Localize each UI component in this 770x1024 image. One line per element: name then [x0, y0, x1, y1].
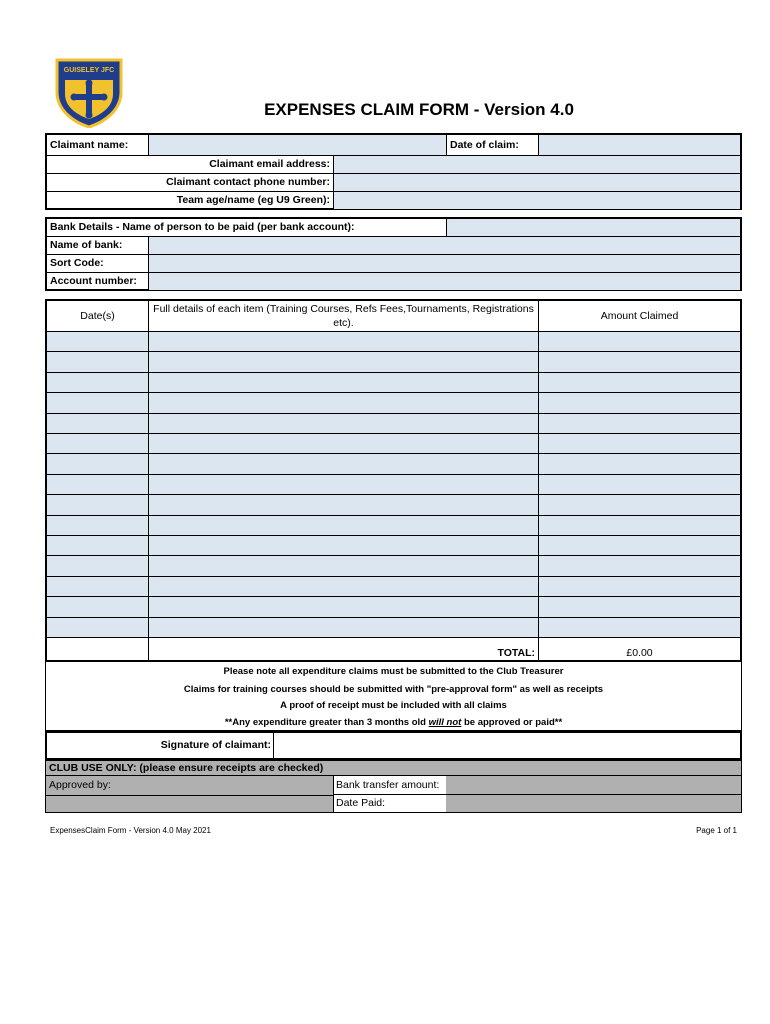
total-value: £0.00: [538, 637, 741, 661]
item-details-field[interactable]: [148, 555, 539, 576]
payee-name-field[interactable]: [446, 218, 741, 237]
item-amount-field[interactable]: [538, 331, 741, 352]
claimant-name-field[interactable]: [148, 134, 447, 156]
item-amount-field[interactable]: [538, 535, 741, 556]
item-date-field[interactable]: [46, 453, 149, 474]
signature-field[interactable]: [273, 732, 741, 759]
item-amount-field[interactable]: [538, 392, 741, 413]
item-amount-field[interactable]: [538, 433, 741, 454]
item-date-field[interactable]: [46, 535, 149, 556]
note-proof-receipt: A proof of receipt must be included with all claims: [280, 700, 507, 711]
item-amount-field[interactable]: [538, 555, 741, 576]
item-amount-field[interactable]: [538, 515, 741, 536]
item-amount-field[interactable]: [538, 372, 741, 393]
claimant-email-label: Claimant email address:: [46, 155, 334, 174]
item-date-field[interactable]: [46, 331, 149, 352]
bank-transfer-field[interactable]: [446, 776, 741, 795]
item-date-field[interactable]: [46, 576, 149, 597]
date-paid-label: Date Paid:: [333, 795, 447, 812]
note-will-not: will not: [428, 717, 462, 728]
item-details-field[interactable]: [148, 515, 539, 536]
item-date-field[interactable]: [46, 413, 149, 434]
item-details-field[interactable]: [148, 331, 539, 352]
approved-by-field[interactable]: [148, 776, 334, 795]
team-name-field[interactable]: [333, 191, 741, 210]
date-paid-field[interactable]: [446, 795, 741, 812]
item-details-field[interactable]: [148, 372, 539, 393]
item-details-field[interactable]: [148, 535, 539, 556]
club-use-header: CLUB USE ONLY: (please ensure receipts are checked): [46, 761, 741, 776]
item-details-field[interactable]: [148, 351, 539, 372]
claimant-phone-label: Claimant contact phone number:: [46, 173, 334, 192]
item-date-field[interactable]: [46, 433, 149, 454]
bank-name-label: Name of bank:: [46, 236, 149, 255]
item-date-field[interactable]: [46, 617, 149, 638]
club-use-blank: [46, 795, 334, 812]
payee-name-label: Bank Details - Name of person to be paid (per bank account):: [46, 218, 447, 237]
sort-code-label: Sort Code:: [46, 254, 149, 273]
item-date-field[interactable]: [46, 474, 149, 495]
note-three-months: [46, 717, 741, 728]
item-amount-field[interactable]: [538, 596, 741, 617]
note-three-months-post: be approved or paid**: [461, 717, 563, 728]
item-details-field[interactable]: [148, 494, 539, 515]
item-date-field[interactable]: [46, 555, 149, 576]
team-name-label: Team age/name (eg U9 Green):: [46, 191, 334, 210]
claimant-email-field[interactable]: [333, 155, 741, 174]
col-details-header: Full details of each item (Training Courses, Refs Fees,Tournaments, Registrations etc).: [148, 300, 539, 332]
item-date-field[interactable]: [46, 392, 149, 413]
item-date-field[interactable]: [46, 372, 149, 393]
col-amount-header: Amount Claimed: [538, 300, 741, 332]
col-date-header: Date(s): [46, 300, 149, 332]
claimant-name-label: Claimant name:: [46, 134, 149, 156]
item-details-field[interactable]: [148, 474, 539, 495]
item-date-field[interactable]: [46, 596, 149, 617]
bank-transfer-label: Bank transfer amount:: [333, 776, 447, 795]
item-details-field[interactable]: [148, 576, 539, 597]
item-details-field[interactable]: [148, 596, 539, 617]
item-date-field[interactable]: [46, 494, 149, 515]
item-details-field[interactable]: [148, 617, 539, 638]
item-amount-field[interactable]: [538, 351, 741, 372]
note-three-months-pre: **Any expenditure greater than 3 months old: [224, 717, 429, 728]
crest-club-name: GUISELEY JFC: [63, 67, 115, 74]
approved-by-label: Approved by:: [46, 776, 149, 795]
total-label: TOTAL:: [148, 637, 539, 661]
note-submit-treasurer: Please note all expenditure claims must be submitted to the Club Treasurer: [223, 666, 564, 677]
item-amount-field[interactable]: [538, 474, 741, 495]
item-date-field[interactable]: [46, 351, 149, 372]
footer-document-name: ExpensesClaim Form - Version 4.0 May 2021: [50, 826, 211, 835]
claimant-phone-field[interactable]: [333, 173, 741, 192]
note-training-courses: Claims for training courses should be submitted with "pre-approval form" as well as receipts: [183, 684, 604, 695]
item-details-field[interactable]: [148, 392, 539, 413]
item-details-field[interactable]: [148, 453, 539, 474]
signature-label: Signature of claimant:: [160, 739, 271, 752]
item-amount-field[interactable]: [538, 576, 741, 597]
footer-page-number: Page 1 of 1: [696, 826, 737, 835]
form-title: EXPENSES CLAIM FORM - Version 4.0: [264, 100, 574, 119]
total-date-blank: [46, 637, 149, 661]
item-amount-field[interactable]: [538, 453, 741, 474]
item-amount-field[interactable]: [538, 617, 741, 638]
bank-name-field[interactable]: [148, 236, 741, 255]
sort-code-field[interactable]: [148, 254, 741, 273]
item-amount-field[interactable]: [538, 413, 741, 434]
account-number-field[interactable]: [148, 272, 741, 291]
account-number-label: Account number:: [46, 272, 149, 291]
date-of-claim-field[interactable]: [538, 134, 741, 156]
item-date-field[interactable]: [46, 515, 149, 536]
date-of-claim-label: Date of claim:: [446, 134, 539, 156]
item-details-field[interactable]: [148, 433, 539, 454]
item-amount-field[interactable]: [538, 494, 741, 515]
item-details-field[interactable]: [148, 413, 539, 434]
